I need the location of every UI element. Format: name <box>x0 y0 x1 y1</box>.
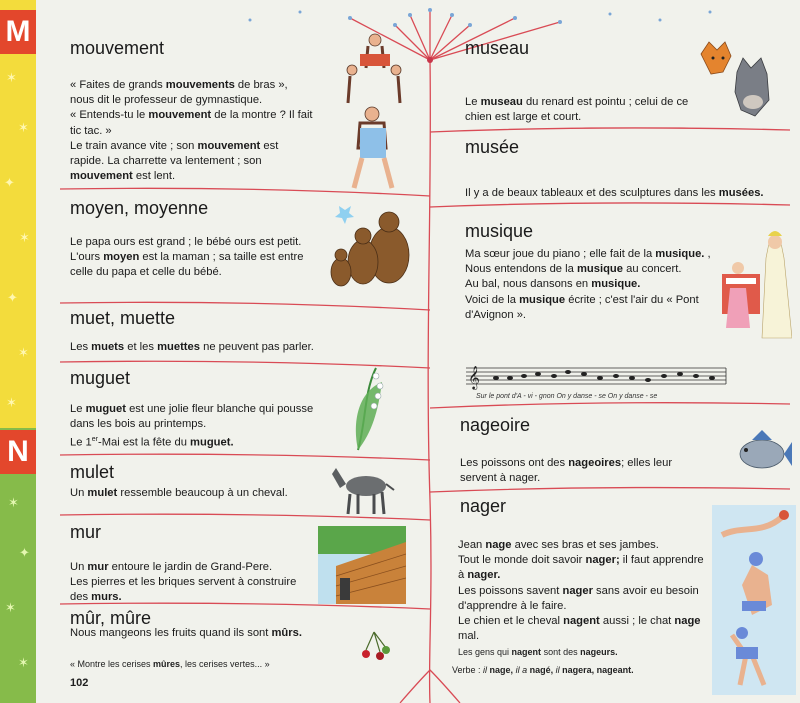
headword-mulet: mulet <box>70 462 115 482</box>
headword-musique: musique <box>465 221 534 241</box>
definition-museau: Le museau du renard est pointu ; celui de ce chien est large et court. <box>465 96 689 124</box>
definition-mur-mure: Nous mangeons les fruits quand ils sont mûrs. <box>70 627 302 639</box>
swimmers-illustration <box>712 505 796 695</box>
definition-musee: Il y a de beaux tableaux et des sculptures dans les musées. <box>465 187 764 199</box>
definition-musique: Ma sœur joue du piano ; elle fait de la musique. , Nous entendons de la musique au concert. Au bal, nous dansons en musique. Voici de la musique écrite ; c'est l'air du « Pont d'Avignon ». <box>465 248 711 321</box>
brick-wall-illustration <box>318 526 406 604</box>
music-lyrics: Sur le pont d'A - vi - gnon On y danse - se On y danse - se <box>476 393 658 400</box>
nager-verb-forms: Verbe : il nage, il a nagé, il nagera, nageant. <box>452 665 634 675</box>
headword-nageoire: nageoire <box>460 415 531 435</box>
definition-mulet: Un mulet ressemble beaucoup à un cheval. <box>70 487 288 499</box>
star-icon: ✦ <box>4 175 15 190</box>
star-icon: ✦ <box>19 545 30 560</box>
svg-text:𝄞: 𝄞 <box>468 365 480 389</box>
headword-muguet: muguet <box>70 368 131 388</box>
fish-illustration <box>728 428 792 480</box>
star-icon: ✶ <box>5 600 16 615</box>
fox-and-dog-illustration <box>695 36 775 128</box>
headword-musee: musée <box>465 137 520 157</box>
definition-nager: Jean nage avec ses bras et ses jambes. Tout le monde doit savoir nager; il faut apprendre à nager. Les poissons savent nager sans avoir eu besoin d'apprendre à le faire. Le chien et le cheval nagent aussi ; le chat nage mal. <box>458 539 704 643</box>
gymnasts-pyramid-illustration <box>330 28 420 193</box>
headword-mur: mur <box>70 522 101 542</box>
letter-tab-n[interactable]: N <box>0 430 36 474</box>
nager-note: Les gens qui nagent sont des nageurs. <box>458 647 618 657</box>
girl-piano-illustration <box>722 228 792 340</box>
definition-muguet: Le muguet est une jolie fleur blanche qui pousse dans les bois au printemps. Le 1er-Mai est la fête du muguet. <box>70 403 314 450</box>
headword-museau: museau <box>465 38 530 58</box>
star-icon: ✶ <box>6 395 17 410</box>
star-icon: ✶ <box>18 655 29 670</box>
cherries-illustration <box>356 630 392 662</box>
lily-of-the-valley-illustration <box>352 362 392 454</box>
definition-muet: Les muets et les muettes ne peuvent pas parler. <box>70 341 314 353</box>
star-icon: ✶ <box>8 495 19 510</box>
star-icon: ✶ <box>19 230 30 245</box>
headword-mouvement: mouvement <box>70 38 165 58</box>
letter-tab-m[interactable]: M <box>0 10 36 54</box>
page-number: 102 <box>70 677 89 689</box>
cherries-caption: « Montre les cerises mûres, les cerises vertes... » <box>70 659 270 669</box>
definition-mouvement: « Faites de grands mouvements de bras », nous dit le professeur de gymnastique. « Entends-tu le mouvement de la montre ? Il fait tic tac. » Le train avance vite ; son mouvement est rapide. La charrette va lentement ; son mouvement est lent. <box>70 79 313 183</box>
bears-illustration <box>327 200 417 292</box>
star-icon: ✶ <box>18 345 29 360</box>
definition-moyen: Le papa ours est grand ; le bébé ours est petit. L'ours moyen est la maman ; sa taille est entre celle du papa et celle du bébé. <box>70 236 304 279</box>
star-icon: ✶ <box>6 70 17 85</box>
headword-moyen: moyen, moyenne <box>70 198 209 218</box>
headword-nager: nager <box>460 496 507 516</box>
music-staff-illustration <box>466 362 728 406</box>
mule-illustration <box>330 460 396 516</box>
star-icon: ✶ <box>18 120 29 135</box>
definition-mur: Un mur entoure le jardin de Grand-Pere. Les pierres et les briques servent à construire des murs. <box>70 561 297 604</box>
definition-nageoire: Les poissons ont des nageoires; elles leur servent à nager. <box>460 457 673 485</box>
headword-muet: muet, muette <box>70 308 176 328</box>
headword-mur-mure: mûr, mûre <box>70 608 152 628</box>
star-icon: ✦ <box>7 290 18 305</box>
